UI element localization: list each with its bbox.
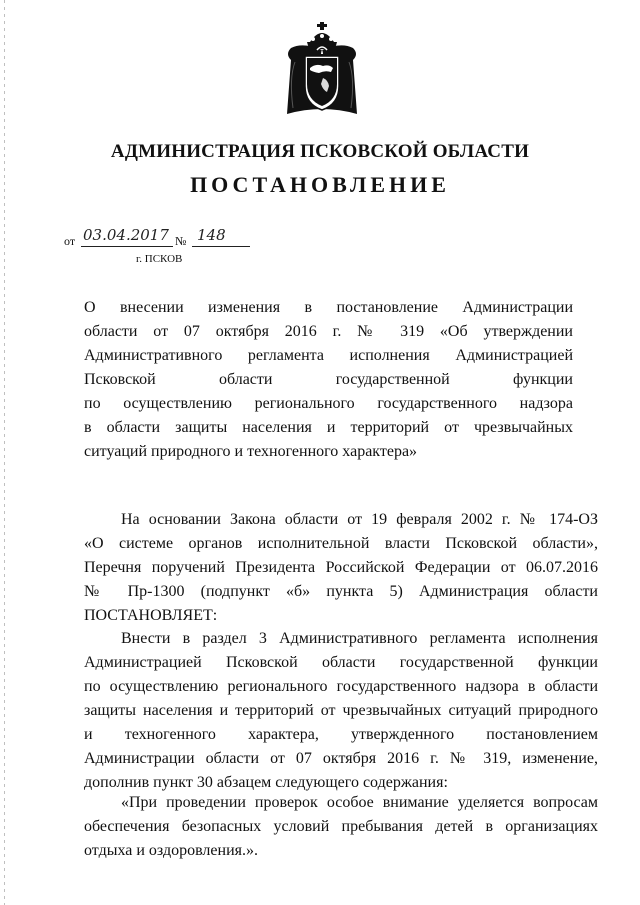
document-subject bbox=[84, 296, 573, 464]
body-line: защиты населения и территорий от чрезвычайных ситуаций природного bbox=[84, 702, 598, 719]
paragraph-amendment bbox=[84, 627, 598, 795]
body-line: «О системе органов исполнительной власти Псковской области», bbox=[84, 535, 598, 552]
scan-edge bbox=[4, 0, 5, 905]
body-line: дополнив пункт 30 абзацем следующего содержания: bbox=[84, 774, 448, 791]
body-line: Администрации области от 07 октября 2016 г. № 319, изменение, bbox=[84, 750, 598, 767]
body-line: На основании Закона области от 19 февраля 2002 г. № 174-ОЗ bbox=[121, 511, 598, 528]
body-line: ПОСТАНОВЛЯЕТ: bbox=[84, 607, 218, 624]
date-handwritten: 03.04.2017 bbox=[83, 226, 169, 244]
body-line: и техногенного характера, утвержденного постановлением bbox=[84, 726, 598, 743]
number-handwritten: 148 bbox=[197, 226, 226, 244]
body-line: № Пр-1300 (подпункт «б» пункта 5) Администрация области bbox=[84, 583, 598, 600]
number-underline bbox=[192, 246, 250, 247]
date-prefix: от bbox=[64, 234, 76, 248]
subject-line: области от 07 октября 2016 г. № 319 «Об утверждении bbox=[84, 323, 573, 340]
city-label: г. ПСКОВ bbox=[136, 253, 183, 265]
body-line: Администрацией Псковской области государственной функции bbox=[84, 654, 598, 671]
organization-title: АДМИНИСТРАЦИЯ ПСКОВСКОЙ ОБЛАСТИ bbox=[110, 141, 530, 162]
body-line: «При проведении проверок особое внимание уделяется вопросам bbox=[121, 794, 598, 811]
subject-line: Псковской области государственной функции bbox=[84, 371, 573, 388]
subject-line: О внесении изменения в постановление Администрации bbox=[84, 299, 573, 316]
body-line: отдыха и оздоровления.». bbox=[84, 842, 258, 859]
paragraph-quote bbox=[84, 791, 598, 863]
body-line: Внести в раздел 3 Административного регламента исполнения bbox=[121, 630, 598, 647]
body-line: обеспечения безопасных условий пребывания детей в организациях bbox=[84, 818, 598, 835]
date-underline bbox=[81, 246, 173, 247]
subject-line: Административного регламента исполнения Администрацией bbox=[84, 347, 573, 364]
subject-line: по осуществлению регионального государственного надзора bbox=[84, 395, 573, 412]
subject-line: в области защиты населения и территорий от чрезвычайных bbox=[84, 419, 573, 436]
subject-line: ситуаций природного и техногенного характера» bbox=[84, 443, 418, 460]
number-prefix: № bbox=[175, 234, 187, 248]
date-number-line bbox=[64, 226, 264, 252]
body-line: Перечня поручений Президента Российской Федерации от 06.07.2016 bbox=[84, 559, 598, 576]
body-line: по осуществлению регионального государственного надзора в области bbox=[84, 678, 598, 695]
pskov-coat-of-arms-icon bbox=[283, 20, 361, 118]
paragraph-basis bbox=[84, 508, 598, 628]
document-type-title: ПОСТАНОВЛЕНИЕ bbox=[190, 172, 450, 197]
